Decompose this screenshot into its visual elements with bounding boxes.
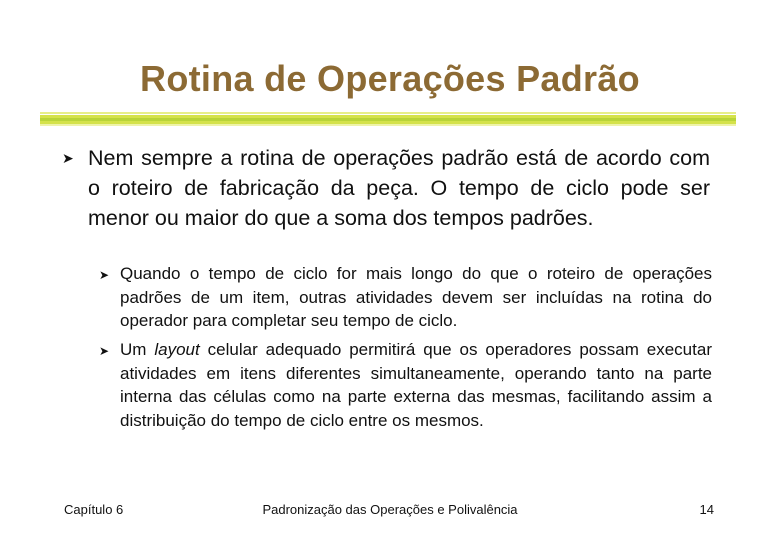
arrow-bullet-icon: ➤	[99, 268, 110, 282]
slide-title: Rotina de Operações Padrão	[140, 58, 640, 99]
arrow-bullet-icon: ➤	[99, 344, 110, 358]
sub-bullet-text-part: Um	[120, 340, 155, 359]
sub-bullet-italic-word: layout	[154, 340, 200, 359]
arrow-bullet-icon: ➤	[62, 150, 74, 166]
title-divider	[40, 112, 736, 128]
sub-bullet-text	[120, 338, 712, 432]
sub-bullet-text: Quando o tempo de ciclo for mais longo do que o roteiro de operações padrões de um item, outras atividades devem ser incluídas na rotina do operador para completar seu tempo de ciclo.	[120, 264, 712, 330]
main-bullet-text: Nem sempre a rotina de operações padrão está de acordo com o roteiro de fabricação da peça. O tempo de ciclo pode ser menor ou maior do que a soma dos tempos padrões.	[88, 146, 710, 230]
page-number: 14	[699, 502, 714, 517]
footer-course: Padronização das Operações e Polivalência	[262, 502, 518, 517]
footer-chapter: Capítulo 6	[64, 502, 124, 517]
sub-bullet-text-part: celular adequado permitirá que os operadores possam executar atividades em itens diferentes simultaneamente, operando tanto na parte interna das células como na parte externa das mesmas, facilitando assim a distribuição do tempo de ciclo entre os mesmos.	[120, 340, 712, 430]
